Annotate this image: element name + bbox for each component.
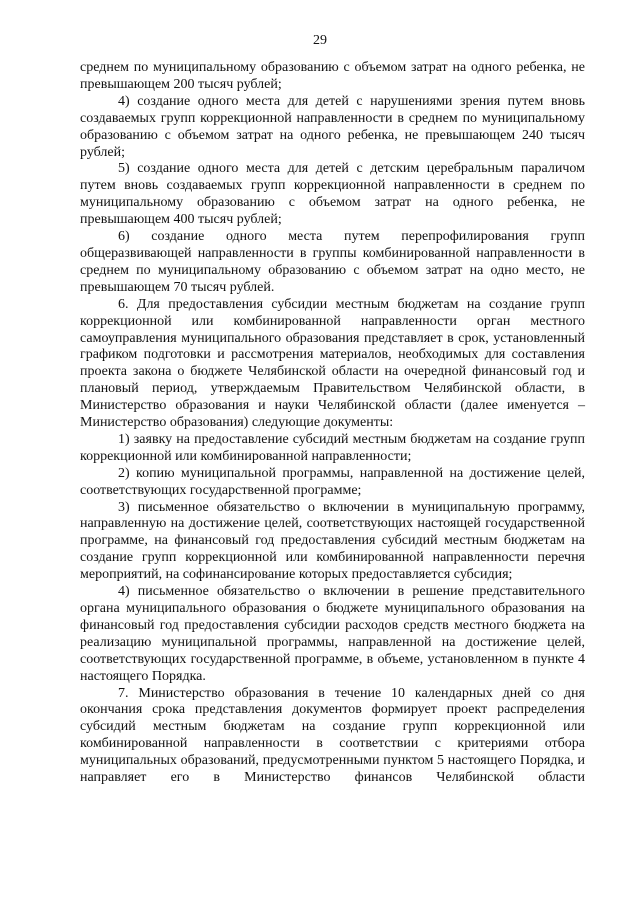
paragraph-section-7: 7. Министерство образования в течение 10 календарных дней со дня окончания срока представления документов формирует проект распределения субсидий местным бюджетам на создание групп коррекционной или комбинированной направленности в соответствии с критериями отбора муниципальных образований, предусмотренными пунктом 5 настоящего Порядка, и направляет его в Министерство финансов Челябинской области xyxy=(80,685,585,786)
page-number: 29 xyxy=(313,33,327,48)
paragraph-item-5: 5) создание одного места для детей с детским церебральным параличом путем вновь создаваемых групп коррекционной направленности в среднем по муниципальному образованию с объемом затрат на одного ребенка, не превышающем 400 тысяч рублей; xyxy=(80,161,585,228)
paragraph-item-4: 4) создание одного места для детей с нарушениями зрения путем вновь создаваемых групп коррекционной направленности в среднем по муниципальному образованию с объемом затрат на одного ребенка, не превышающем 240 тысяч рублей; xyxy=(80,93,585,160)
document-body xyxy=(80,60,585,787)
paragraph-document-4: 4) письменное обязательство о включении в решение представительного органа муниципального образования о бюджете муниципального образования на финансовый год предоставления субсидии расходов средств местного бюджета на реализацию муниципальной программы, направленной на достижение целей, соответствующих государственной программе, в объеме, установленном в пункте 4 настоящего Порядка. xyxy=(80,584,585,684)
paragraph-document-3: 3) письменное обязательство о включении в муниципальную программу, направленную на достижение целей, соответствующих настоящей государственной программе, на финансовый год предоставления субсидий местным бюджетам на создание групп коррекционной или комбинированной направленности перечня мероприятий, на софинансирование которых предоставляется субсидия; xyxy=(80,499,585,583)
paragraph-document-1: 1) заявку на предоставление субсидий местным бюджетам на создание групп коррекционной или комбинированной направленности; xyxy=(80,431,585,464)
paragraph-item-6: 6) создание одного места путем перепрофилирования групп общеразвивающей направленности в группы комбинированной направленности в среднем по муниципальному образованию с объемом затрат на одно место, не превышающем 70 тысяч рублей. xyxy=(80,229,585,295)
paragraph-document-2: 2) копию муниципальной программы, направленной на достижение целей, соответствующих государственной программе; xyxy=(80,465,585,498)
paragraph-section-6: 6. Для предоставления субсидии местным бюджетам на создание групп коррекционной или комбинированной направленности орган местного самоуправления муниципального образования представляет в срок, установленный графиком подготовки и рассмотрения материалов, необходимых для составления проекта закона о бюджете Челябинской области на очередной финансовый год и плановый период, утверждаемым Правительством Челябинской области, в Министерство образования и науки Челябинской области (далее именуется – Министерство образования) следующие документы: xyxy=(80,296,585,431)
paragraph-continuation: среднем по муниципальному образованию с объемом затрат на одного ребенка, не превышающем 200 тысяч рублей; xyxy=(80,60,585,92)
